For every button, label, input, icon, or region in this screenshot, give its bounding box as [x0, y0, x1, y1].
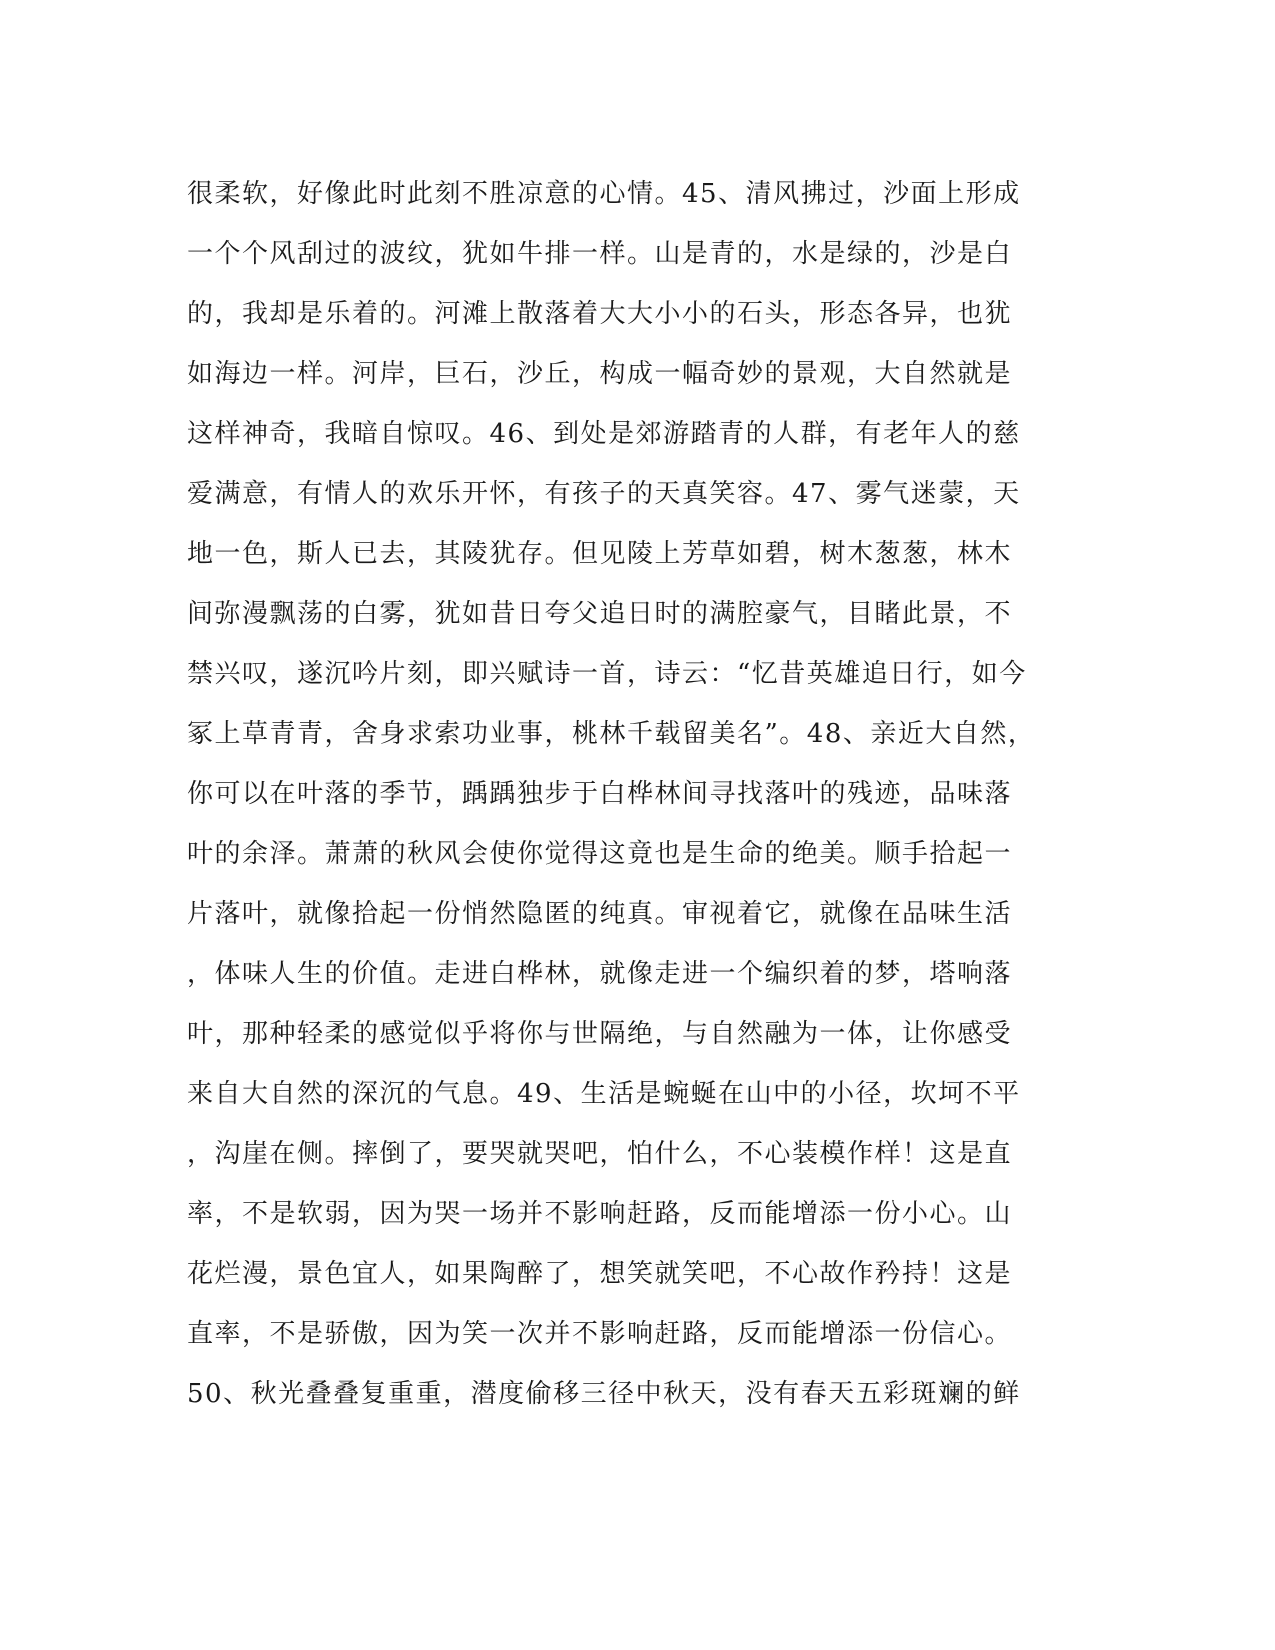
text-line: 50、秋光叠叠复重重，潜度偷移三径中秋天，没有春天五彩斑斓的鲜	[187, 1379, 1021, 1409]
text-line: 片落叶，就像拾起一份悄然隐匿的纯真。审视着它，就像在品味生活	[187, 899, 1013, 929]
text-line: 的，我却是乐着的。河滩上散落着大大小小的石头，形态各异，也犹	[187, 299, 1013, 329]
text-line: 叶，那种轻柔的感觉似乎将你与世隔绝，与自然融为一体，让你感受	[187, 1019, 1013, 1049]
text-line: 爱满意，有情人的欢乐开怀，有孩子的天真笑容。47、雾气迷蒙，天	[187, 479, 1021, 509]
text-line: 冢上草青青，舍身求索功业事，桃林千载留美名”。48、亲近大自然，	[187, 719, 1036, 749]
body-text	[187, 164, 1077, 1424]
text-line: 一个个风刮过的波纹，犹如牛排一样。山是青的，水是绿的，沙是白	[187, 239, 1013, 269]
text-line: ，沟崖在侧。摔倒了，要哭就哭吧，怕什么，不心装模作样！这是直	[187, 1139, 1013, 1169]
text-line: 禁兴叹，遂沉吟片刻，即兴赋诗一首，诗云：“忆昔英雄追日行，如今	[187, 659, 1027, 689]
text-line: 叶的余泽。萧萧的秋风会使你觉得这竟也是生命的绝美。顺手拾起一	[187, 839, 1013, 869]
text-line: 花烂漫，景色宜人，如果陶醉了，想笑就笑吧，不心故作矜持！这是	[187, 1259, 1013, 1289]
text-line: 直率，不是骄傲，因为笑一次并不影响赶路，反而能增添一份信心。	[187, 1319, 1013, 1349]
text-line: 来自大自然的深沉的气息。49、生活是蜿蜒在山中的小径，坎坷不平	[187, 1079, 1021, 1109]
text-line: 你可以在叶落的季节，踽踽独步于白桦林间寻找落叶的残迹，品味落	[187, 779, 1013, 809]
text-line: ，体味人生的价值。走进白桦林，就像走进一个编织着的梦，塔响落	[187, 959, 1013, 989]
text-line: 很柔软，好像此时此刻不胜凉意的心情。45、清风拂过，沙面上形成	[187, 179, 1021, 209]
text-line: 地一色，斯人已去，其陵犹存。但见陵上芳草如碧，树木葱葱，林木	[187, 539, 1013, 569]
text-line: 如海边一样。河岸，巨石，沙丘，构成一幅奇妙的景观，大自然就是	[187, 359, 1013, 389]
text-line: 间弥漫飘荡的白雾，犹如昔日夸父追日时的满腔豪气，目睹此景，不	[187, 599, 1013, 629]
text-line: 率，不是软弱，因为哭一场并不影响赶路，反而能增添一份小心。山	[187, 1199, 1013, 1229]
text-line: 这样神奇，我暗自惊叹。46、到处是郊游踏青的人群，有老年人的慈	[187, 419, 1021, 449]
